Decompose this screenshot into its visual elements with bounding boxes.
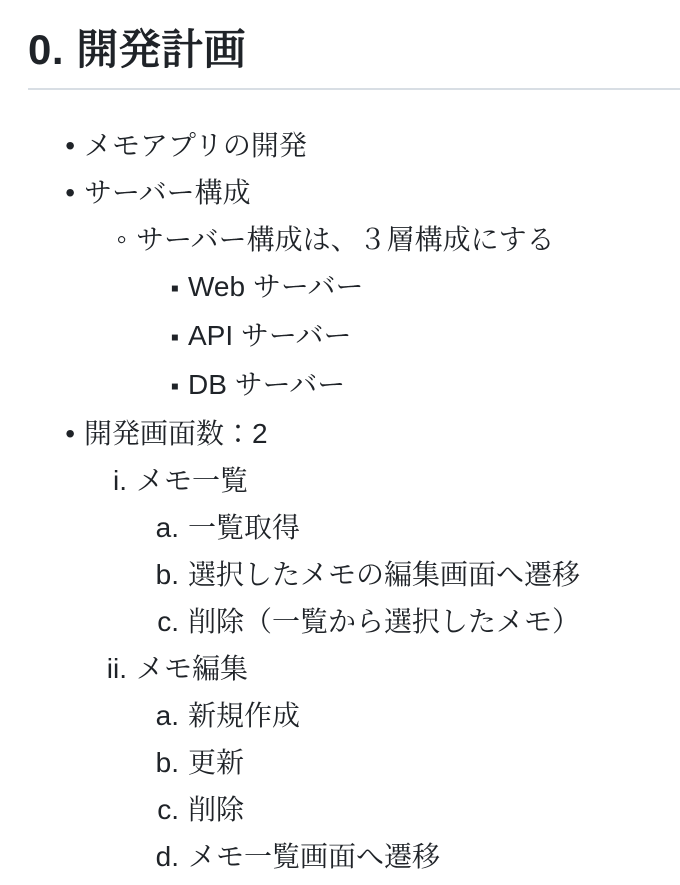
bullet-disc-marker: • bbox=[65, 177, 75, 208]
list-item bbox=[155, 507, 680, 549]
bullet-square-marker: ▪ bbox=[170, 324, 179, 351]
list-item bbox=[106, 648, 680, 878]
list-item bbox=[113, 460, 680, 643]
list-item bbox=[170, 364, 680, 408]
list-item bbox=[155, 836, 680, 878]
letter-marker: a. bbox=[155, 512, 179, 543]
list-item-label: 新規作成 bbox=[188, 700, 301, 731]
letter-marker: c. bbox=[157, 606, 179, 637]
list-item bbox=[157, 601, 680, 643]
list-item-label: API サーバー bbox=[188, 320, 352, 351]
letter-marker: c. bbox=[157, 794, 179, 825]
bullet-circle-marker: ◦ bbox=[116, 223, 127, 256]
nested-list bbox=[136, 266, 680, 408]
list-item bbox=[116, 219, 680, 408]
letter-marker: b. bbox=[155, 559, 179, 590]
list-item bbox=[65, 125, 680, 167]
list-item-label: メモアプリの開発 bbox=[84, 130, 307, 161]
list-item bbox=[170, 266, 680, 310]
bullet-square-marker: ▪ bbox=[170, 275, 179, 302]
roman-numeral-marker: i. bbox=[113, 465, 127, 496]
list-item-label: サーバー構成 bbox=[84, 177, 251, 208]
list-item bbox=[155, 554, 680, 596]
letter-marker: b. bbox=[155, 747, 179, 778]
list-item bbox=[157, 789, 680, 831]
list-item bbox=[155, 742, 680, 784]
list-item-label: 削除 bbox=[188, 794, 245, 825]
list-item-label: サーバー構成は、３層構成にする bbox=[136, 224, 555, 255]
list-item-label: 削除（一覧から選択したメモ） bbox=[188, 606, 581, 637]
list-item-label: 選択したメモの編集画面へ遷移 bbox=[188, 559, 581, 590]
nested-list bbox=[84, 219, 680, 408]
bullet-disc-marker: • bbox=[65, 418, 75, 449]
nested-ordered-list bbox=[84, 460, 680, 878]
roman-numeral-marker: ii. bbox=[106, 653, 127, 684]
letter-marker: a. bbox=[155, 700, 179, 731]
bullet-square-marker: ▪ bbox=[170, 373, 179, 400]
list-item bbox=[65, 413, 680, 878]
list-item-label: メモ編集 bbox=[136, 653, 249, 684]
list-item-label: Web サーバー bbox=[188, 271, 364, 302]
list-item-label: メモ一覧 bbox=[136, 465, 249, 496]
page-title: 0. 開発計画 bbox=[28, 24, 680, 90]
nested-ordered-list bbox=[136, 507, 680, 643]
list-item bbox=[65, 172, 680, 408]
document-list bbox=[28, 125, 680, 878]
letter-marker: d. bbox=[155, 841, 179, 872]
list-item-label: 更新 bbox=[188, 747, 245, 778]
nested-ordered-list bbox=[136, 695, 680, 878]
list-item-label: 一覧取得 bbox=[188, 512, 301, 543]
list-item-label: 開発画面数：2 bbox=[84, 418, 268, 449]
list-item-label: メモ一覧画面へ遷移 bbox=[188, 841, 441, 872]
list-item-label: DB サーバー bbox=[188, 369, 346, 400]
list-item bbox=[170, 315, 680, 359]
list-item bbox=[155, 695, 680, 737]
bullet-disc-marker: • bbox=[65, 130, 75, 161]
